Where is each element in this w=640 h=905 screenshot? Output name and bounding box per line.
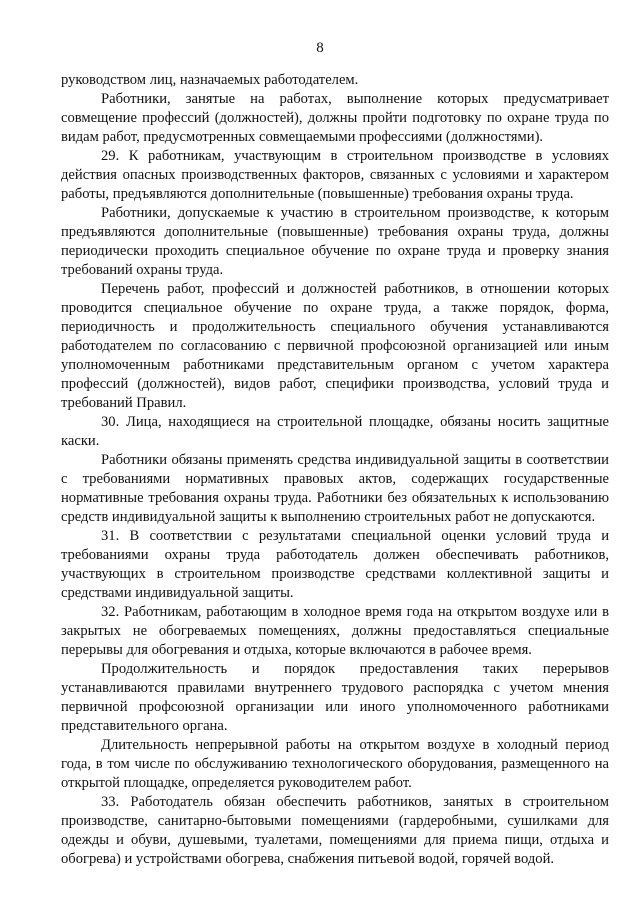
document-body [61, 71, 609, 869]
paragraph: Перечень работ, профессий и должностей работников, в отношении которых проводится специальное обучение по охране труда, а также порядок, форма, периодичность и продолжительность специального обучения устанавливаются работодателем по согласованию с первичной профсоюзной организацией или иным уполномоченным работниками представительным органом с учетом характера профессий (должностей), видов работ, специфики производства, условий труда и требований Правил. [61, 281, 609, 411]
paragraph-clause-30: 30. Лица, находящиеся на строительной площадке, обязаны носить защитные каски. [61, 414, 609, 449]
paragraph-clause-31: 31. В соответствии с результатами специальной оценки условий труда и требованиями охраны труда работодатель должен обеспечивать работников, участвующих в строительном производстве средствами коллективной защиты и средствами индивидуальной защиты. [61, 528, 609, 601]
page-number: 8 [316, 40, 324, 56]
paragraph-clause-32: 32. Работникам, работающим в холодное время года на открытом воздухе или в закрытых не обогреваемых помещениях, должны предоставляться специальные перерывы для обогревания и отдыха, которые включаются в рабочее время. [61, 604, 609, 658]
paragraph: Работники, допускаемые к участию в строительном производстве, к которым предъявляются дополнительные (повышенные) требования охраны труда, должны периодически проходить специальное обучение по охране труда и проверку знания требований охраны труда. [61, 205, 609, 278]
paragraph: Работники, занятые на работах, выполнение которых предусматривает совмещение профессий (должностей), должны пройти подготовку по охране труда по видам работ, предусмотренных совмещаемыми профессиями (должностями). [61, 91, 609, 145]
paragraph: руководством лиц, назначаемых работодателем. [61, 72, 359, 88]
paragraph: Работники обязаны применять средства индивидуальной защиты в соответствии с требованиями нормативных правовых актов, содержащих государственные нормативные требования охраны труда. Работники без обязательных к использованию средств индивидуальной защиты к выполнению строительных работ не допускаются. [61, 452, 609, 525]
paragraph-clause-29: 29. К работникам, участвующим в строительном производстве в условиях действия опасных производственных факторов, связанных с условиями и характером работы, предъявляются дополнительные (повышенные) требования охраны труда. [61, 148, 609, 202]
paragraph: Продолжительность и порядок предоставления таких перерывов устанавливаются правилами внутреннего трудового распорядка с учетом мнения первичной профсоюзной организации или иного уполномоченного работниками представительного органа. [61, 661, 609, 734]
paragraph-clause-33: 33. Работодатель обязан обеспечить работников, занятых в строительном производстве, санитарно-бытовыми помещениями (гардеробными, сушилками для одежды и обуви, душевыми, туалетами, помещениями для приема пищи, отдыха и обогрева) и устройствами обогрева, снабжения питьевой водой, горячей водой. [61, 794, 609, 867]
paragraph: Длительность непрерывной работы на открытом воздухе в холодный период года, в том числе по обслуживанию технологического оборудования, размещенного на открытой площадке, определяется руководителем работ. [61, 737, 609, 791]
